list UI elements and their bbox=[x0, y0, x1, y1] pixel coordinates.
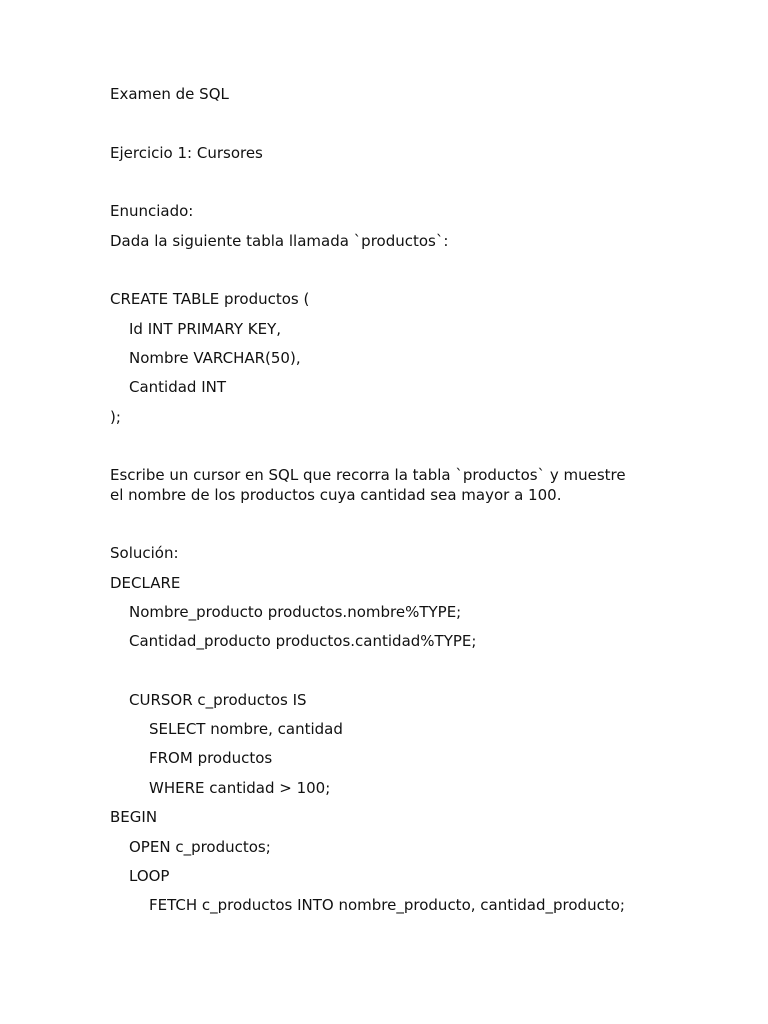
solution-label: Solución: bbox=[110, 544, 179, 562]
code-line: Cantidad_producto productos.cantidad%TYPE; bbox=[129, 632, 477, 650]
code-line: FETCH c_productos INTO nombre_producto, cantidad_producto; bbox=[149, 896, 625, 914]
code-line: CREATE TABLE productos ( bbox=[110, 290, 310, 308]
exercise-heading: Ejercicio 1: Cursores bbox=[110, 144, 263, 162]
code-line: Nombre_producto productos.nombre%TYPE; bbox=[129, 603, 462, 621]
code-line: LOOP bbox=[129, 867, 170, 885]
code-line: Nombre VARCHAR(50), bbox=[129, 349, 301, 367]
document-title: Examen de SQL bbox=[110, 85, 229, 103]
code-line: FROM productos bbox=[149, 749, 273, 767]
statement-label: Enunciado: bbox=[110, 202, 194, 220]
task-text: Escribe un cursor en SQL que recorra la tabla `productos` y muestre bbox=[110, 466, 626, 484]
code-line: DECLARE bbox=[110, 574, 181, 592]
code-line: ); bbox=[110, 408, 121, 426]
code-line: Id INT PRIMARY KEY, bbox=[129, 320, 282, 338]
code-line: BEGIN bbox=[110, 808, 158, 826]
code-line: WHERE cantidad > 100; bbox=[149, 779, 331, 797]
statement-intro: Dada la siguiente tabla llamada `productos`: bbox=[110, 232, 449, 250]
task-text: el nombre de los productos cuya cantidad sea mayor a 100. bbox=[110, 486, 562, 504]
code-line: OPEN c_productos; bbox=[129, 838, 271, 856]
code-line: CURSOR c_productos IS bbox=[129, 691, 307, 709]
code-line: SELECT nombre, cantidad bbox=[149, 720, 343, 738]
code-line: Cantidad INT bbox=[129, 378, 227, 396]
